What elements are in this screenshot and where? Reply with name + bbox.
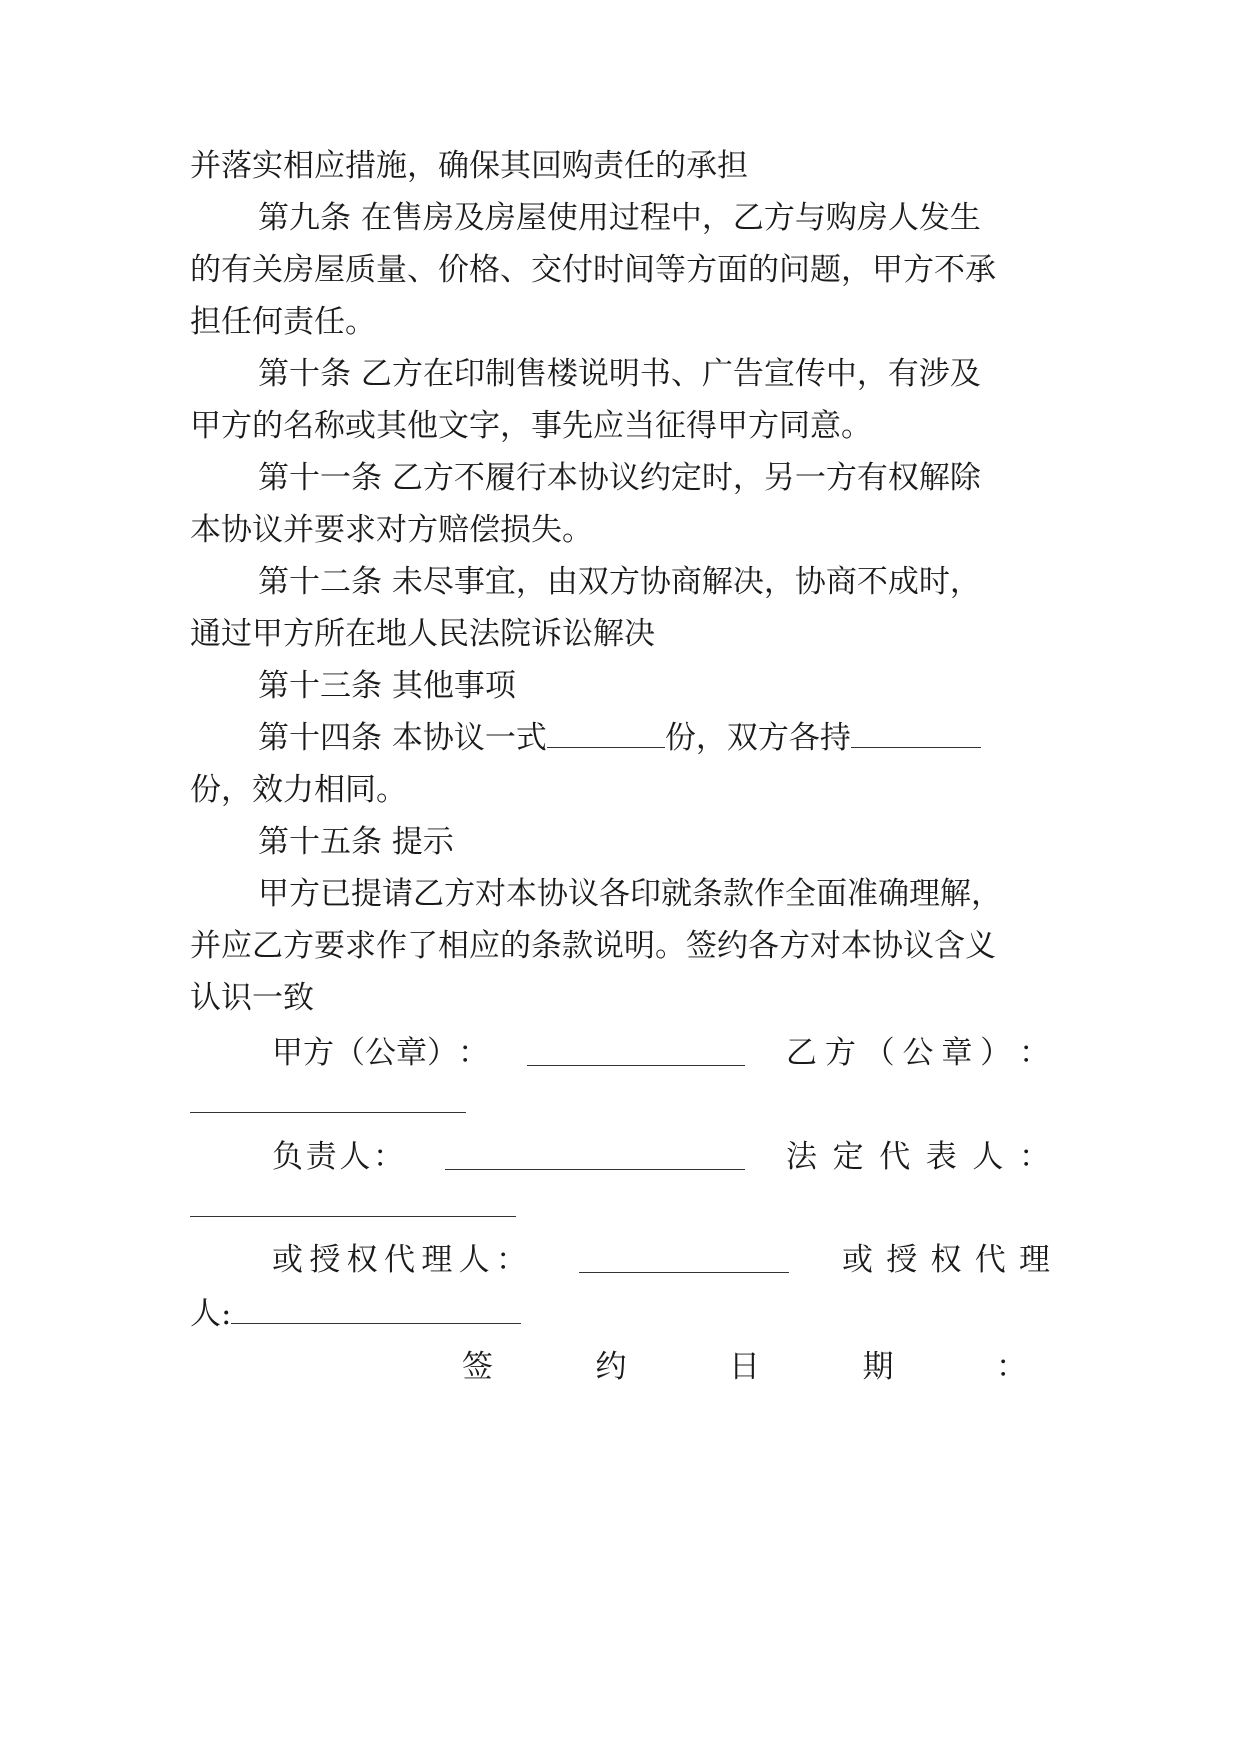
date-label-char: 约 (595, 1349, 627, 1385)
party-a-label-char: 公 (365, 1035, 396, 1071)
article-9-line-3: 担任何责任。 (190, 304, 376, 340)
party-a-label-char: ） (427, 1035, 458, 1071)
article-15-line-1: 甲方已提请乙方对本协议各印就条款作全面准确理解， (258, 876, 1002, 912)
party-b-label-char: 章 (941, 1035, 973, 1071)
signing-date-row (462, 1347, 1027, 1387)
responsible-label-char: ： (372, 1139, 404, 1175)
party-b-label-char: 方 (824, 1035, 856, 1071)
agent-b-label-cont: 人: (190, 1296, 232, 1332)
agent-a-blank (579, 1244, 789, 1273)
article-10-line-2: 甲方的名称或其他文字，事先应当征得甲方同意。 (190, 408, 872, 444)
article-10-line-1: 第十条 乙方在印制售楼说明书、广告宣传中，有涉及 (258, 356, 981, 392)
date-label-char: 日 (729, 1349, 760, 1385)
party-b-label-char: 公 (902, 1035, 934, 1071)
agent-a-label-char: 权 (346, 1242, 378, 1278)
responsible-label-char: 人 (339, 1139, 371, 1175)
party-signature-row (190, 1033, 1050, 1077)
agent-a-label-char: 授 (309, 1242, 341, 1278)
agent-b-label-char: 代 (974, 1242, 1006, 1278)
article-15-line-3: 认识一致 (190, 980, 314, 1016)
agent-a-label-char: 代 (383, 1242, 415, 1278)
article-14-line-2: 份，效力相同。 (190, 772, 407, 808)
party-a-label-char: 章 (396, 1035, 427, 1071)
article-11-line-1: 第十一条 乙方不履行本协议约定时，另一方有权解除 (258, 460, 981, 496)
party-b-label-char: ： (1018, 1035, 1050, 1071)
agent-b-blank (231, 1295, 521, 1324)
party-a-label-char: （ (334, 1035, 365, 1071)
party-a-label-char: 甲 (272, 1035, 303, 1071)
legal-rep-label-char: 人 (972, 1139, 1004, 1175)
held-copies-blank (851, 719, 981, 748)
legal-rep-label-char: ： (1018, 1139, 1050, 1175)
article-9-line-1: 第九条 在售房及房屋使用过程中，乙方与购房人发生 (258, 200, 981, 236)
responsible-signature-row (190, 1137, 1050, 1181)
agent-b-label-char: 授 (886, 1242, 918, 1278)
agent-a-label-char: 理 (421, 1242, 453, 1278)
article-14-mid: 份，双方各持 (664, 720, 851, 756)
party-a-label-char: ： (458, 1035, 489, 1071)
party-b-label-char: 乙 (786, 1035, 817, 1071)
article-15-line-2: 并应乙方要求作了相应的条款说明。签约各方对本协议含义 (190, 928, 996, 964)
legal-rep-label-char: 定 (832, 1139, 864, 1175)
article-14-line-1 (258, 718, 1050, 758)
responsible-blank (445, 1141, 745, 1170)
article-14-prefix: 第十四条 本协议一式 (258, 720, 547, 756)
agent-a-label-char: 或 (272, 1242, 303, 1278)
agent-signature-row (190, 1240, 1050, 1284)
party-a-label-char: 方 (303, 1035, 334, 1071)
responsible-label-char: 负 (272, 1139, 303, 1175)
article-9-line-2: 的有关房屋质量、价格、交付时间等方面的问题，甲方不承 (190, 252, 996, 288)
article-11-line-2: 本协议并要求对方赔偿损失。 (190, 512, 593, 548)
legal-rep-label-char: 表 (925, 1139, 957, 1175)
party-b-label-char: （ (863, 1035, 895, 1071)
responsible-label-char: 责 (305, 1139, 337, 1175)
legal-rep-blank (190, 1204, 516, 1217)
agent-a-label-char: 人 (458, 1242, 490, 1278)
agent-a-label-char: ： (495, 1242, 527, 1278)
date-label-char: 签 (462, 1349, 493, 1385)
legal-rep-label-char: 代 (879, 1139, 911, 1175)
article-12-line-2: 通过甲方所在地人民法院诉讼解决 (190, 616, 655, 652)
agent-b-label-char: 权 (930, 1242, 962, 1278)
article-15-title: 第十五条 提示 (258, 824, 454, 860)
article-12-line-1: 第十二条 未尽事宜，由双方协商解决，协商不成时， (258, 564, 981, 600)
agent-b-label-char: 或 (842, 1242, 873, 1278)
date-label-char: ： (996, 1349, 1027, 1385)
party-b-label-char: ） (980, 1035, 1012, 1071)
legal-rep-label-char: 法 (786, 1139, 817, 1175)
party-b-seal-blank (190, 1100, 466, 1113)
agent-b-label-char: 理 (1019, 1242, 1050, 1278)
date-label-char: 期 (862, 1349, 894, 1385)
line-1: 并落实相应措施，确保其回购责任的承担 (190, 148, 748, 184)
copies-blank (547, 719, 665, 748)
agent-b-line-2 (190, 1294, 590, 1334)
article-13-line-1: 第十三条 其他事项 (258, 668, 516, 704)
party-a-seal-blank (527, 1037, 745, 1066)
